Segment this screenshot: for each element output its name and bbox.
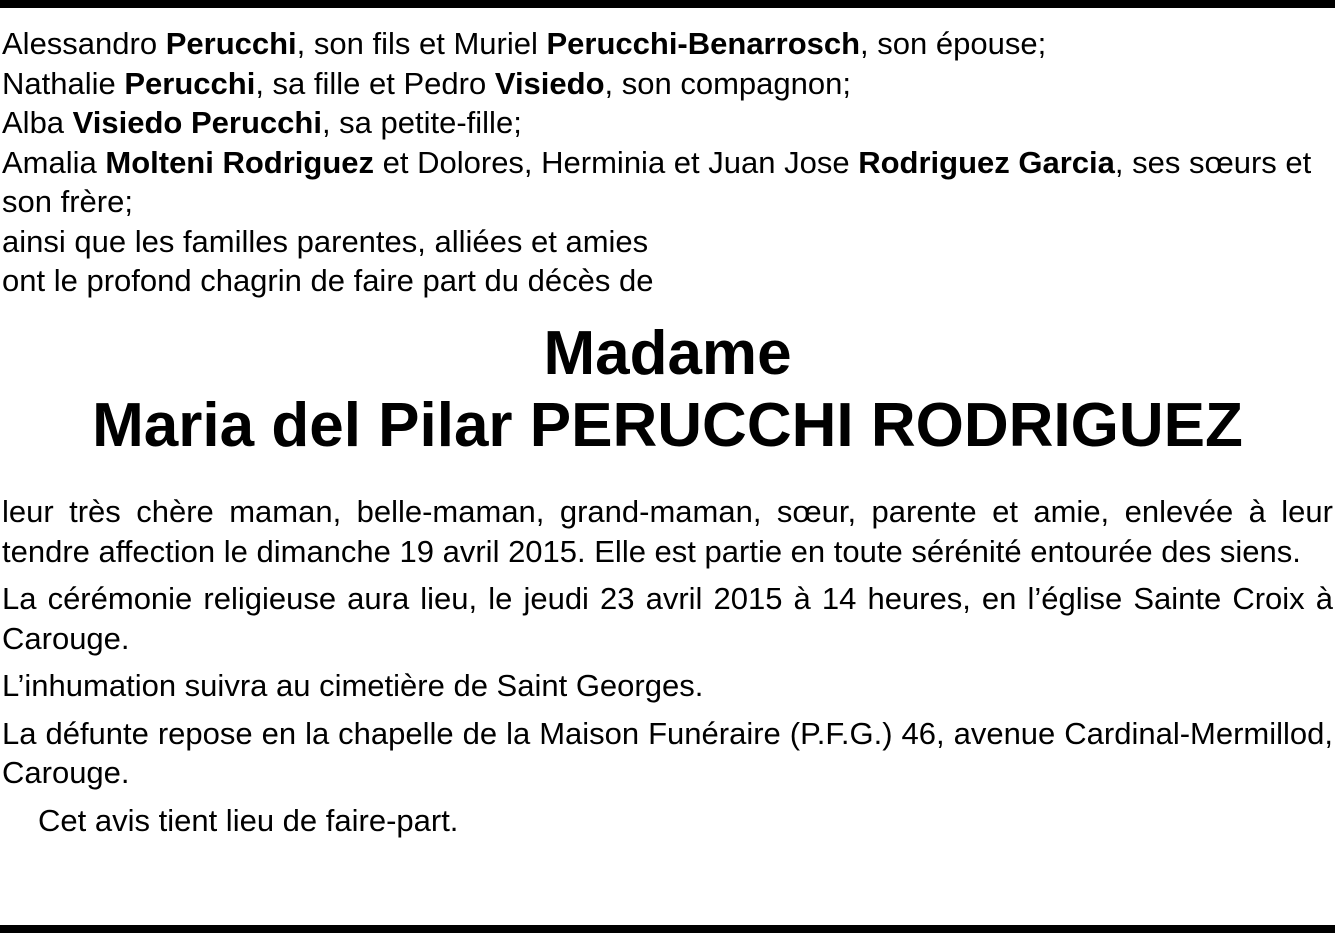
family-surname: Perucchi-Benarrosch: [546, 26, 861, 61]
family-surname: Perucchi: [165, 26, 297, 61]
deceased-name-heading: [0, 318, 1335, 462]
honorific: Madame: [543, 319, 792, 388]
family-line-relatives: ainsi que les familles parentes, alliées et amies: [2, 223, 649, 259]
relationship-paragraph: leur très chère maman, belle-maman, grand-maman, sœur, parente et amie, enlevée à leur tendre affection le dimanche 19 avril 2015. Elle est partie en toute sérénité entourée des siens.: [2, 494, 1333, 569]
closing-note: Cet avis tient lieu de faire-part.: [38, 802, 459, 838]
family-line-granddaughter: Alba Visiedo Perucchi, sa petite-fille;: [2, 105, 522, 140]
family-line-daughter: Nathalie Perucchi, sa fille et Pedro Visiedo, son compagnon;: [2, 65, 851, 101]
family-line-siblings: Amalia Molteni Rodriguez et Dolores, Herminia et Juan Jose Rodriguez Garcia, ses sœurs et son frère;: [2, 144, 1312, 219]
bottom-border-rule: [0, 925, 1335, 933]
repose-paragraph: La défunte repose en la chapelle de la Maison Funéraire (P.F.G.) 46, avenue Cardinal-Mermillod, Carouge.: [2, 715, 1333, 790]
top-border-rule: [0, 0, 1335, 8]
family-surname: Visiedo Perucchi: [72, 105, 322, 140]
family-surname: Visiedo: [494, 65, 605, 101]
family-announcement: [2, 24, 1333, 301]
ceremony-paragraph: La cérémonie religieuse aura lieu, le jeudi 23 avril 2015 à 14 heures, en l’église Sainte Croix à Carouge.: [2, 581, 1333, 656]
notice-body: [2, 492, 1333, 848]
family-surname: Molteni Rodriguez: [105, 144, 375, 180]
family-line-announcement: ont le profond chagrin de faire part du décès de: [2, 263, 654, 298]
family-surname: Rodriguez Garcia: [858, 144, 1115, 180]
burial-paragraph: L’inhumation suivra au cimetière de Saint Georges.: [2, 668, 704, 703]
family-line-son: Alessandro Perucchi, son fils et Muriel Perucchi-Benarrosch, son épouse;: [2, 26, 1047, 61]
deceased-full-name: Maria del Pilar PERUCCHI RODRIGUEZ: [92, 391, 1243, 460]
family-surname: Perucchi: [124, 65, 256, 101]
